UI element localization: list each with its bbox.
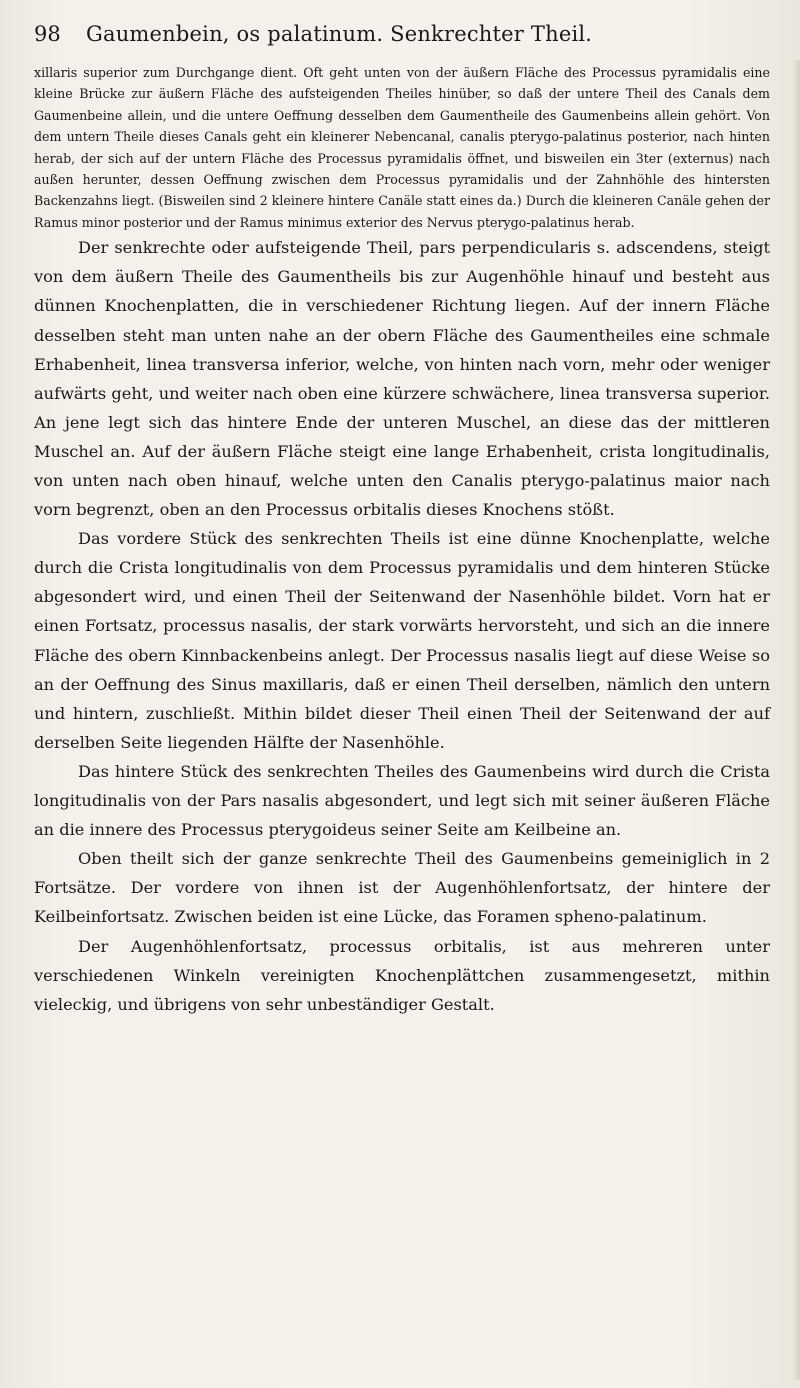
text-body xyxy=(34,62,770,1019)
paragraph-augenhoehlenfortsatz: Der Augenhöhlenfortsatz, processus orbitalis, ist aus mehreren unter verschiedenen Winkeln vereinigten Knochenplättchen zusammengesetzt, mithin vieleckig, und übrigens von sehr unbeständiger Gestalt. xyxy=(34,936,770,1014)
paragraph-fine-print: xillaris superior zum Durchgange dient. Oft geht unten von der äußern Fläche des Processus pyramidalis eine kleine Brücke zur äußern Fläche des aufsteigenden Theiles hinüber, so daß der untere Theil des Canals dem Gaumenbeine allein, und die untere Oeffnung desselben dem Gaumentheile des Gaumenbeins allein gehört. Von dem untern Theile dieses Canals geht ein kleinerer Nebencanal, canalis pterygo-palatinus posterior, nach hinten herab, der sich auf der untern Fläche des Processus pyramidalis öffnet, und bisweilen ein 3ter (externus) nach außen herunter, dessen Oeffnung zwischen dem Processus pyramidalis und der Zahnhöhle des hintersten Backenzahns liegt. (Bisweilen sind 2 kleinere hintere Canäle statt eines da.) Durch die kleineren Canäle gehen der Ramus minor posterior und der Ramus minimus exterior des Nervus pterygo-palatinus herab. xyxy=(34,65,770,230)
running-header xyxy=(34,14,774,54)
paragraph-vorderes-stueck: Das vordere Stück des senkrechten Theils ist eine dünne Knochenplatte, welche durch die Crista longitudinalis von dem Processus pyramidalis und dem hinteren Stücke abgesondert wird, und einen Theil der Seitenwand der Nasenhöhle bildet. Vorn hat er einen Fortsatz, processus nasalis, der stark vorwärts hervorsteht, und sich an die innere Fläche des obern Kinnbackenbeins anlegt. Der Processus nasalis liegt auf diese Weise so an der Oeffnung des Sinus maxillaris, daß er einen Theil derselben, nämlich den untern und hintern, zuschließt. Mithin bildet dieser Theil einen Theil der Seitenwand der auf derselben Seite liegenden Hälfte der Nasenhöhle. xyxy=(34,529,770,752)
page-edge-shadow xyxy=(792,60,800,1380)
running-title: Gaumenbein, os palatinum. Senkrechter Theil. xyxy=(86,22,593,46)
paragraph-hinteres-stueck: Das hintere Stück des senkrechten Theiles des Gaumenbeins wird durch die Crista longitudinalis von der Pars nasalis abgesondert, und legt sich mit seiner äußeren Fläche an die innere des Processus pterygoideus seiner Seite am Keilbeine an. xyxy=(34,761,770,840)
paragraph-senkrechter-theil: Der senkrechte oder aufsteigende Theil, pars perpendicularis s. adscendens, steigt von dem äußern Theile des Gaumentheils bis zur Augenhöhle hinauf und besteht aus dünnen Knochenplatten, die in verschiedener Richtung liegen. Auf der innern Fläche desselben steht man unten nahe an der obern Fläche des Gaumentheiles eine schmale Erhabenheit, linea transversa inferior, welche, von hinten nach vorn, mehr oder weniger aufwärts geht, und weiter nach oben eine kürzere schwächere, linea transversa superior. An jene legt sich das hintere Ende der unteren Muschel, an diese das der mittleren Muschel an. Auf der äußern Fläche steigt eine lange Erhabenheit, crista longitudinalis, von unten nach oben hinauf, welche unten den Canalis pterygo-palatinus maior nach vorn begrenzt, oben an den Processus orbitalis dieses Knochens stößt. xyxy=(34,238,770,520)
page-number: 98 xyxy=(34,22,61,46)
paragraph-fortsaetze: Oben theilt sich der ganze senkrechte Theil des Gaumenbeins gemeiniglich in 2 Fortsätze. Der vordere von ihnen ist der Augenhöhlenfortsatz, der hintere der Keilbeinfortsatz. Zwischen beiden ist eine Lücke, das Foramen spheno-palatinum. xyxy=(34,849,770,927)
